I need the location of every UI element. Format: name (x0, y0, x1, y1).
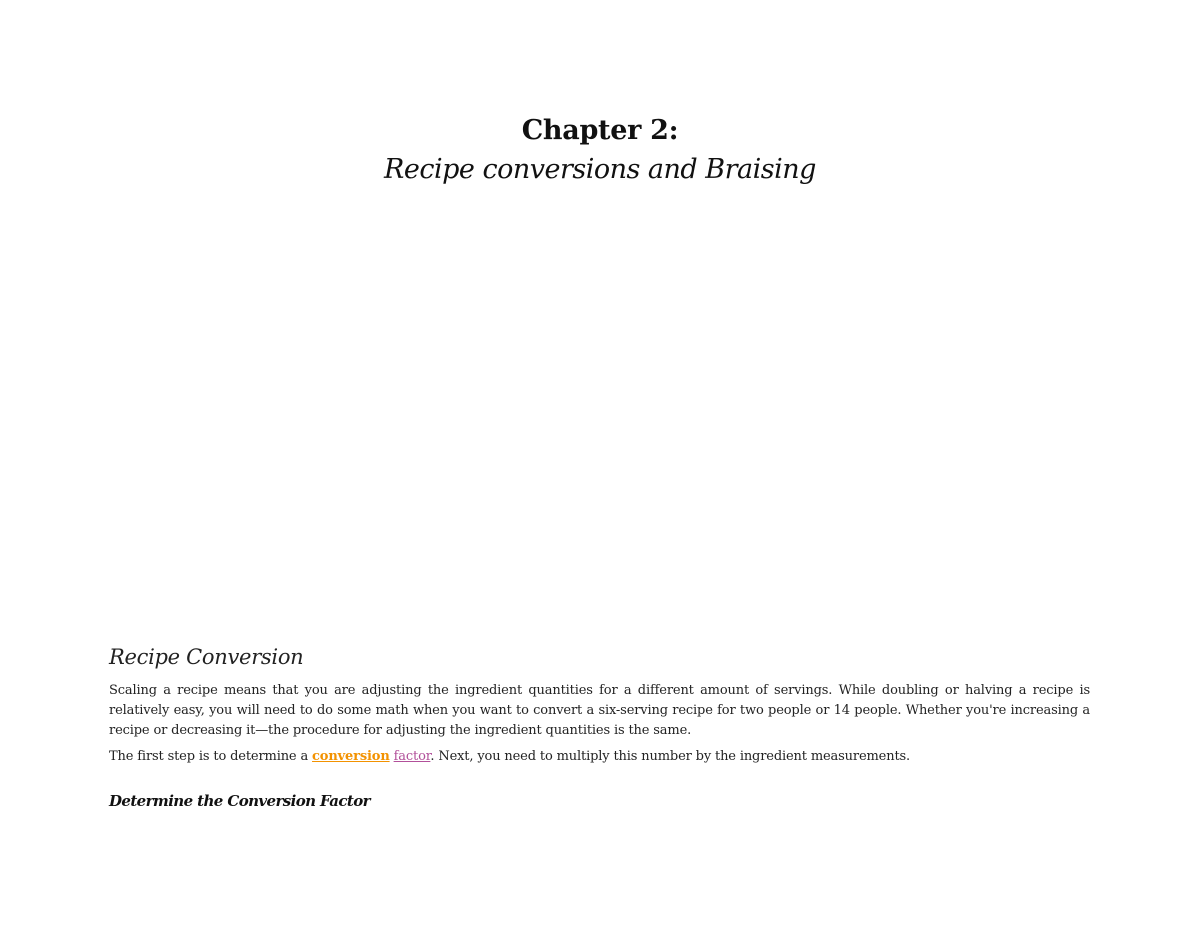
paragraph-text-after: . Next, you need to multiply this number by the ingredient measurements. (430, 749, 911, 764)
glossary-link-factor[interactable]: factor (393, 749, 431, 764)
section-content (109, 642, 1090, 812)
paragraph-text-before: The first step is to determine a (109, 749, 313, 764)
paragraph-first-step (109, 747, 1090, 767)
paragraph-scaling: Scaling a recipe means that you are adjusting the ingredient quantities for a different amount of servings. While doubling or halving a recipe is relatively easy, you will need to do some math when you want to convert a six-serving recipe for two people or 14 people. Whether you're increasing a recipe or decreasing it—the procedure for adjusting the ingredient quantities is the same. (109, 683, 1090, 738)
chapter-subtitle: Recipe conversions and Braising (384, 154, 816, 185)
section-heading: Recipe Conversion (109, 645, 304, 669)
chapter-title: Chapter 2: (521, 115, 679, 146)
chapter-heading (0, 112, 1200, 190)
glossary-link-conversion[interactable]: conversion (312, 749, 390, 764)
subheading-conversion-factor: Determine the Conversion Factor (109, 792, 370, 810)
